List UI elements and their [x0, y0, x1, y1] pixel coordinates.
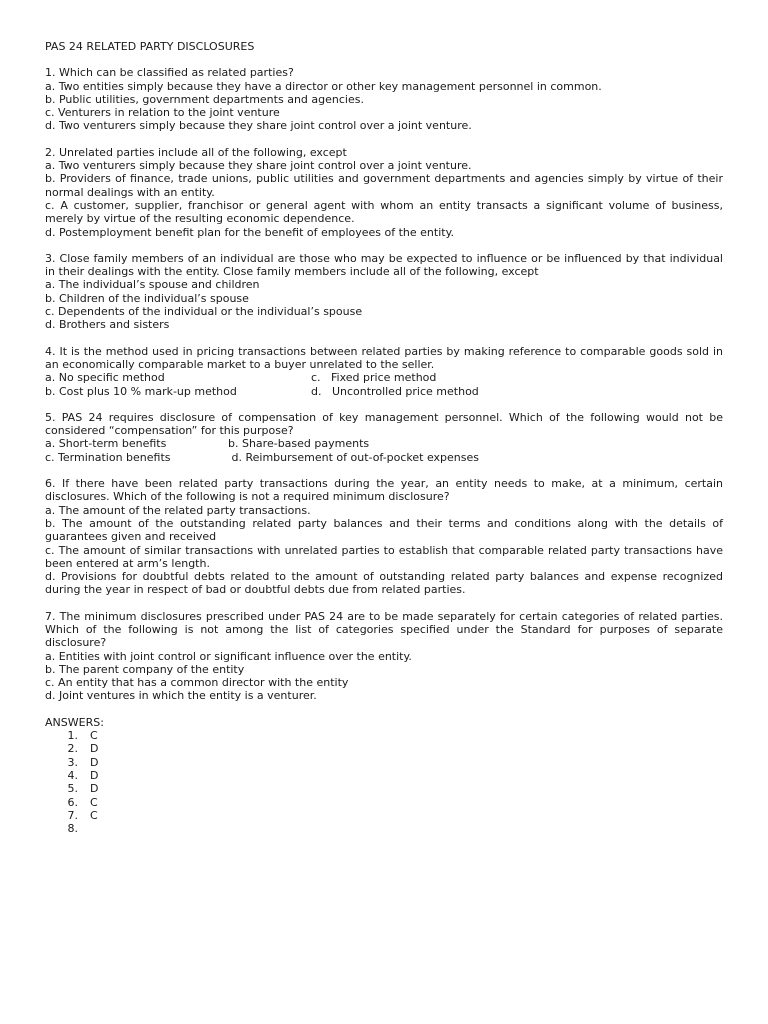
answer-item [45, 769, 723, 782]
answers-heading: ANSWERS: [45, 715, 104, 729]
question-text: 7. The minimum disclosures prescribed under PAS 24 are to be made separately for certain categories of related parties. Which of the following is not among the list of categories specified under the Standard for purposes of separate disclosure? [45, 609, 723, 650]
answer-number: 4. [67, 768, 78, 782]
question-1 [45, 66, 723, 132]
option-b: b. Children of the individual’s spouse [45, 291, 249, 305]
question-text: 3. Close family members of an individual are those who may be expected to influence or be influenced by that individual in their dealings with the entity. Close family members include all of the following, except [45, 251, 723, 279]
option-c: c. A customer, supplier, franchisor or general agent with whom an entity transacts a significant volume of business, merely by virtue of the resulting economic dependence. [45, 198, 727, 226]
option-b: b. Public utilities, government departments and agencies. [45, 92, 364, 106]
question-5 [45, 411, 723, 464]
option-c: c. Venturers in relation to the joint venture [45, 106, 280, 120]
answers-list [45, 729, 723, 835]
answer-item [45, 742, 723, 755]
answer-number: 7. [67, 808, 78, 822]
option-a: a. The individual’s spouse and children [45, 278, 260, 292]
answer-number: 3. [67, 755, 78, 769]
answer-number: 2. [67, 742, 78, 756]
options-grid [45, 437, 723, 464]
document-page [45, 40, 727, 836]
answer-item [45, 729, 723, 742]
option-c: c. An entity that has a common director with the entity [45, 676, 349, 690]
option-c: c. Termination benefits [45, 450, 171, 464]
answer-item [45, 809, 723, 822]
answer-number: 8. [67, 822, 78, 836]
answer-number: 1. [67, 729, 78, 743]
option-d: d. Brothers and sisters [45, 318, 170, 332]
question-text: 4. It is the method used in pricing transactions between related parties by making reference to comparable goods sold in an economically comparable market to a buyer unrelated to the seller. [45, 344, 723, 371]
option-b: b. The parent company of the entity [45, 662, 245, 676]
option-c: c. Dependents of the individual or the individual’s spouse [45, 305, 363, 319]
option-d: d. Two venturers simply because they share joint control over a joint venture. [45, 119, 472, 133]
question-4 [45, 345, 723, 398]
option-a: a. No specific method [45, 371, 165, 385]
option-d: d. Joint ventures in which the entity is a venturer. [45, 689, 317, 703]
option-a: a. Entities with joint control or significant influence over the entity. [45, 649, 412, 663]
option-d: d. Provisions for doubtful debts related to the amount of outstanding related party balances and expense recognized during the year in respect of bad or doubtful debts due from related parties. [45, 570, 727, 597]
answers-section [45, 716, 723, 836]
option-c: c. The amount of similar transactions with unrelated parties to establish that comparable related party transactions have been entered at arm’s length. [45, 543, 727, 570]
option-a: a. The amount of the related party transactions. [45, 503, 311, 517]
answer-item [45, 756, 723, 769]
option-b: b. Providers of finance, trade unions, public utilities and government departments and agencies simply by virtue of their normal dealings with an entity. [45, 172, 727, 199]
answer-item [45, 822, 723, 835]
option-d: d. Postemployment benefit plan for the benefit of employees of the entity. [45, 225, 455, 239]
option-c: c. Fixed price method [311, 371, 437, 385]
question-text: 6. If there have been related party transactions during the year, an entity needs to make, at a minimum, certain disclosures. Which of the following is not a required minimum disclosure? [45, 477, 723, 504]
question-text: 5. PAS 24 requires disclosure of compensation of key management personnel. Which of the following would not be considered “compensation” for this purpose? [45, 410, 723, 438]
answer-value: C [90, 729, 98, 743]
question-text: 1. Which can be classified as related parties? [45, 66, 294, 80]
question-7 [45, 610, 723, 703]
document-title: PAS 24 RELATED PARTY DISCLOSURES [45, 40, 255, 53]
option-b: b. The amount of the outstanding related party balances and their terms and conditions along with the details of guarantees given and received [45, 516, 727, 544]
option-b: b. Cost plus 10 % mark-up method [45, 384, 237, 398]
answer-value: C [90, 808, 98, 822]
option-d: d. Reimbursement of out-of-pocket expenses [228, 450, 480, 464]
options-grid [45, 371, 723, 398]
answer-value: D [90, 755, 99, 769]
option-d: d. Uncontrolled price method [311, 384, 479, 398]
option-b: b. Share-based payments [228, 437, 370, 451]
question-6 [45, 477, 727, 597]
question-text: 2. Unrelated parties include all of the following, except [45, 145, 347, 159]
answer-value: C [90, 795, 98, 809]
answer-item [45, 782, 723, 795]
option-a: a. Two entities simply because they have a director or other key management personnel in common. [45, 79, 602, 93]
answer-number: 6. [67, 795, 78, 809]
answer-value: D [90, 742, 99, 756]
answer-item [45, 796, 723, 809]
question-3 [45, 252, 723, 332]
answer-value: D [90, 782, 99, 796]
answer-value: D [90, 768, 99, 782]
answer-number: 5. [67, 782, 78, 796]
option-a: a. Two venturers simply because they share joint control over a joint venture. [45, 159, 472, 173]
question-2 [45, 145, 727, 239]
option-a: a. Short-term benefits [45, 437, 167, 451]
